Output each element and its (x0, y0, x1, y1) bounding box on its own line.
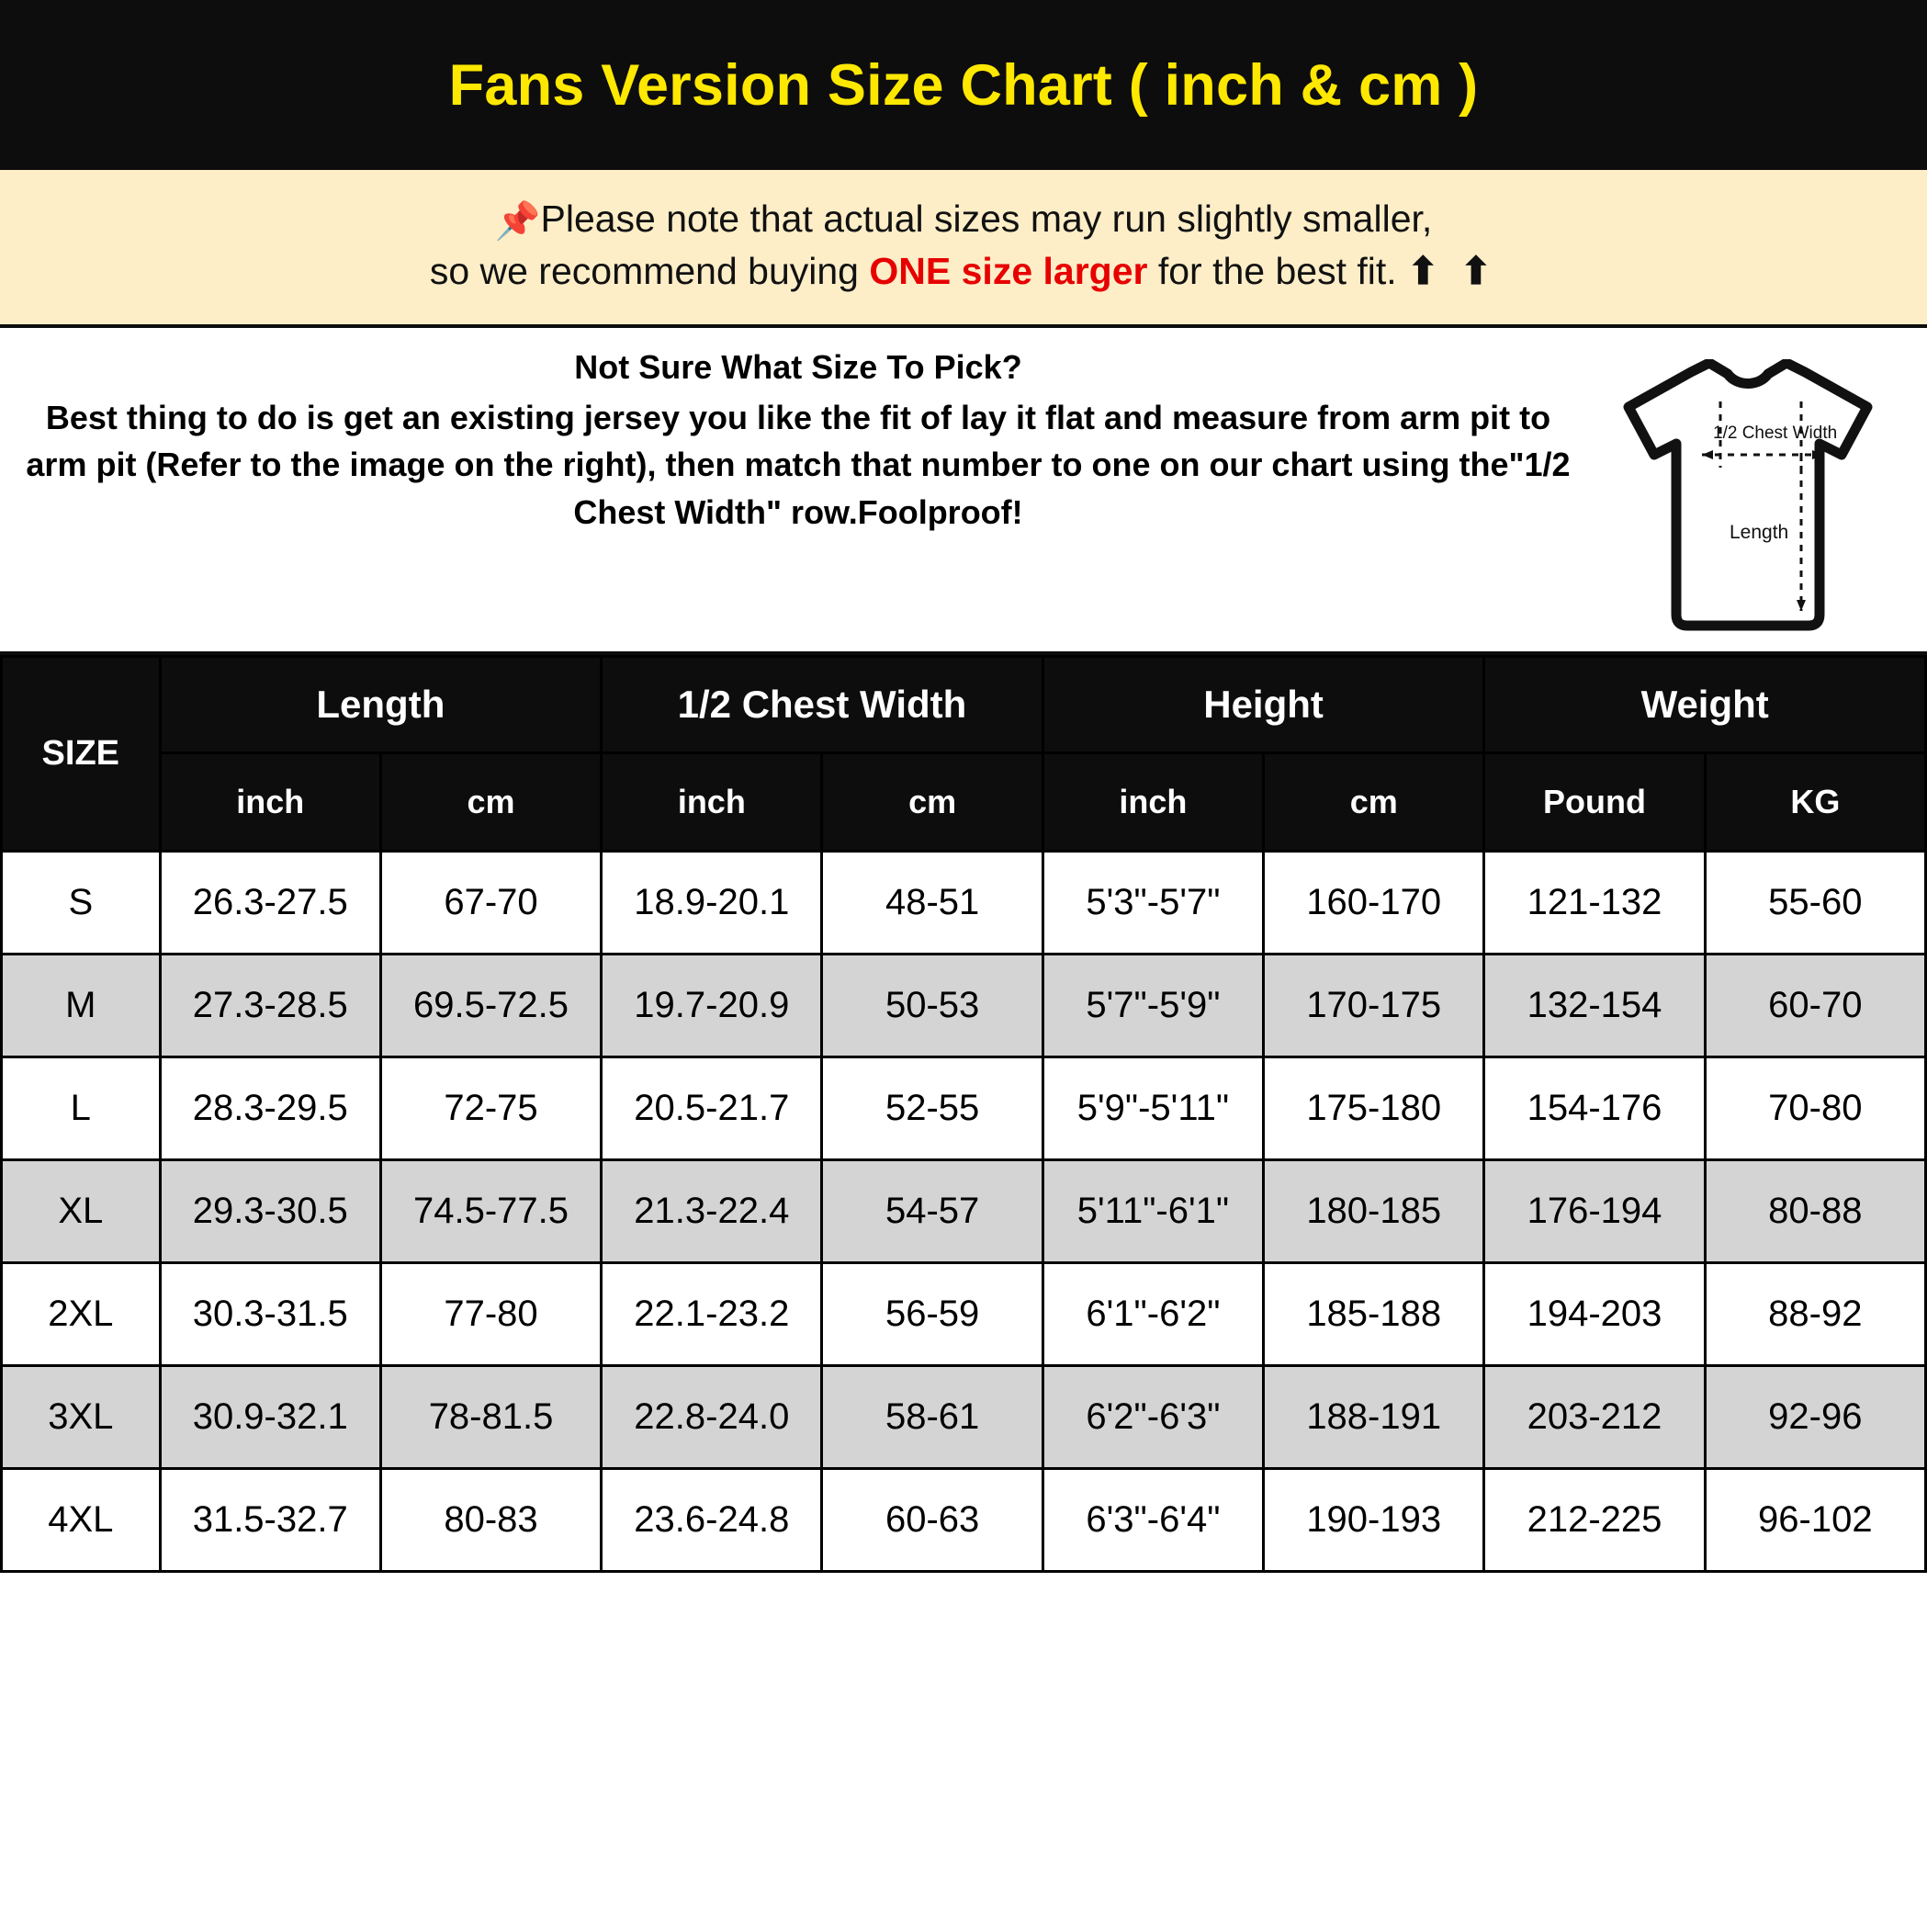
cell-length-inch: 31.5-32.7 (160, 1469, 380, 1572)
cell-chest-cm: 58-61 (822, 1366, 1042, 1469)
cell-length-inch: 28.3-29.5 (160, 1057, 380, 1160)
table-row (2, 1160, 1926, 1263)
cell-chest-inch: 19.7-20.9 (602, 955, 822, 1057)
cell-chest-cm: 52-55 (822, 1057, 1042, 1160)
cell-size: 4XL (2, 1469, 161, 1572)
cell-chest-inch: 18.9-20.1 (602, 852, 822, 955)
cell-weight-kg: 96-102 (1705, 1469, 1925, 1572)
table-row (2, 1469, 1926, 1572)
cell-weight-kg: 92-96 (1705, 1366, 1925, 1469)
cell-weight-pound: 176-194 (1484, 1160, 1705, 1263)
cell-length-cm: 77-80 (380, 1263, 601, 1366)
col-header-length-cm: cm (380, 753, 601, 852)
notice-text-1: Please note that actual sizes may run slightly smaller, (540, 198, 1433, 240)
cell-height-inch: 5'9"-5'11" (1042, 1057, 1263, 1160)
cell-height-cm: 175-180 (1264, 1057, 1484, 1160)
table-row (2, 1057, 1926, 1160)
help-body: Best thing to do is get an existing jersey you like the fit of lay it flat and measure from arm pit to arm pit (Refer to the image on the right), then match that number to one on our chart using the"1/2 Chest Width" row.Foolproof! (26, 399, 1571, 531)
cell-length-cm: 69.5-72.5 (380, 955, 601, 1057)
table-sub-header-row (2, 753, 1926, 852)
chest-width-label: 1/2 Chest Width (1713, 424, 1838, 444)
cell-size: 2XL (2, 1263, 161, 1366)
cell-chest-cm: 48-51 (822, 852, 1042, 955)
table-body (2, 852, 1926, 1572)
cell-chest-cm: 60-63 (822, 1469, 1042, 1572)
notice-line-2 (18, 246, 1909, 297)
cell-length-cm: 80-83 (380, 1469, 601, 1572)
cell-size: M (2, 955, 161, 1057)
cell-weight-pound: 194-203 (1484, 1263, 1705, 1366)
cell-height-inch: 6'3"-6'4" (1042, 1469, 1263, 1572)
tshirt-diagram (1578, 348, 1918, 635)
col-group-length: Length (160, 657, 602, 753)
col-header-height-cm: cm (1264, 753, 1484, 852)
cell-height-inch: 6'1"-6'2" (1042, 1263, 1263, 1366)
notice-line-1 (18, 194, 1909, 246)
cell-weight-kg: 55-60 (1705, 852, 1925, 955)
col-header-chest-inch: inch (602, 753, 822, 852)
cell-size: S (2, 852, 161, 955)
cell-height-inch: 6'2"-6'3" (1042, 1366, 1263, 1469)
cell-weight-pound: 212-225 (1484, 1469, 1705, 1572)
table-group-header-row (2, 657, 1926, 753)
cell-size: L (2, 1057, 161, 1160)
cell-size: XL (2, 1160, 161, 1263)
table-row (2, 955, 1926, 1057)
cell-chest-inch: 22.8-24.0 (602, 1366, 822, 1469)
up-arrows-icon: ⬆ ⬆ (1407, 250, 1498, 292)
notice-text-2a: so we recommend buying (429, 250, 870, 292)
cell-weight-pound: 154-176 (1484, 1057, 1705, 1160)
cell-weight-pound: 203-212 (1484, 1366, 1705, 1469)
table-row (2, 852, 1926, 955)
cell-chest-inch: 22.1-23.2 (602, 1263, 822, 1366)
cell-weight-pound: 121-132 (1484, 852, 1705, 955)
notice-banner (0, 170, 1927, 328)
cell-length-inch: 30.9-32.1 (160, 1366, 380, 1469)
cell-height-cm: 170-175 (1264, 955, 1484, 1057)
cell-length-inch: 30.3-31.5 (160, 1263, 380, 1366)
table-row (2, 1366, 1926, 1469)
cell-height-inch: 5'11"-6'1" (1042, 1160, 1263, 1263)
cell-chest-cm: 50-53 (822, 955, 1042, 1057)
cell-height-cm: 185-188 (1264, 1263, 1484, 1366)
table-row (2, 1263, 1926, 1366)
pushpin-icon: 📌 (494, 201, 541, 242)
size-table (0, 655, 1927, 1573)
help-text-block (9, 348, 1578, 535)
page-title: Fans Version Size Chart ( inch & cm ) (448, 52, 1479, 118)
table-head (2, 657, 1926, 852)
cell-height-cm: 188-191 (1264, 1366, 1484, 1469)
col-header-weight-kg: KG (1705, 753, 1925, 852)
cell-weight-kg: 60-70 (1705, 955, 1925, 1057)
cell-length-inch: 26.3-27.5 (160, 852, 380, 955)
cell-length-cm: 67-70 (380, 852, 601, 955)
col-group-chest-width: 1/2 Chest Width (602, 657, 1043, 753)
notice-highlight: ONE size larger (869, 250, 1148, 292)
cell-height-cm: 160-170 (1264, 852, 1484, 955)
cell-length-inch: 29.3-30.5 (160, 1160, 380, 1263)
col-header-height-inch: inch (1042, 753, 1263, 852)
chart-title-bar (0, 0, 1927, 170)
cell-chest-inch: 20.5-21.7 (602, 1057, 822, 1160)
cell-length-cm: 78-81.5 (380, 1366, 601, 1469)
col-header-weight-pound: Pound (1484, 753, 1705, 852)
cell-weight-pound: 132-154 (1484, 955, 1705, 1057)
cell-chest-cm: 54-57 (822, 1160, 1042, 1263)
col-header-length-inch: inch (160, 753, 380, 852)
cell-weight-kg: 70-80 (1705, 1057, 1925, 1160)
cell-length-cm: 74.5-77.5 (380, 1160, 601, 1263)
cell-chest-inch: 23.6-24.8 (602, 1469, 822, 1572)
cell-height-cm: 190-193 (1264, 1469, 1484, 1572)
col-header-chest-cm: cm (822, 753, 1042, 852)
col-group-weight: Weight (1484, 657, 1926, 753)
tshirt-measure-icon (1592, 359, 1904, 635)
cell-length-cm: 72-75 (380, 1057, 601, 1160)
col-group-height: Height (1042, 657, 1484, 753)
cell-weight-kg: 80-88 (1705, 1160, 1925, 1263)
cell-height-inch: 5'3"-5'7" (1042, 852, 1263, 955)
cell-height-inch: 5'7"-5'9" (1042, 955, 1263, 1057)
cell-weight-kg: 88-92 (1705, 1263, 1925, 1366)
help-question: Not Sure What Size To Pick? (574, 348, 1022, 387)
cell-chest-cm: 56-59 (822, 1263, 1042, 1366)
cell-length-inch: 27.3-28.5 (160, 955, 380, 1057)
col-header-size: SIZE (2, 657, 161, 852)
cell-chest-inch: 21.3-22.4 (602, 1160, 822, 1263)
length-label: Length (1730, 522, 1789, 544)
notice-text-2b: for the best fit. (1147, 250, 1397, 292)
measuring-help-section (0, 328, 1927, 655)
cell-height-cm: 180-185 (1264, 1160, 1484, 1263)
cell-size: 3XL (2, 1366, 161, 1469)
